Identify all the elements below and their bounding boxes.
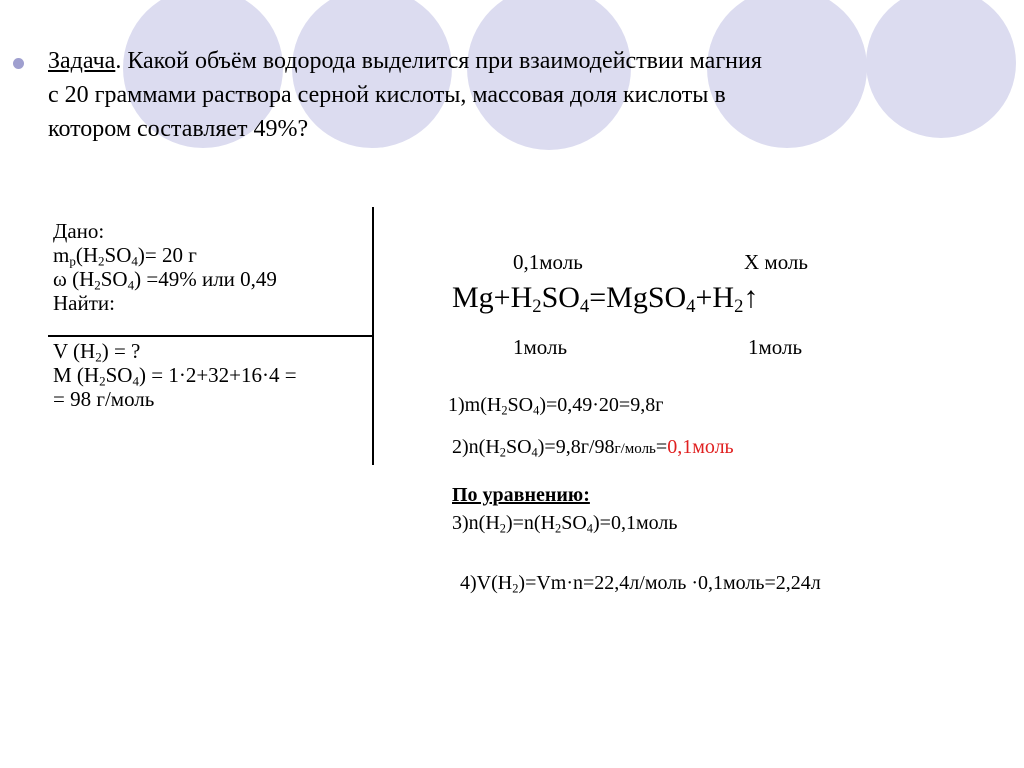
reaction-equation: $Mg+H_2SO_4=MgSO_4+H_2↑$ (452, 281, 759, 318)
given-mass-fraction: ω $(H_2SO_4) =49\%$ или 0,49 (53, 267, 277, 293)
gas-arrow-icon: ↑ (743, 281, 759, 314)
find-volume: V $(H_2)$ = ? (53, 339, 141, 365)
given-title: Дано: (53, 219, 105, 243)
molar-mass-result: = 98 г/моль (53, 387, 155, 411)
problem-label: Задача (48, 48, 116, 74)
given-horizontal-divider (48, 335, 374, 337)
problem-line-1: Задача. Какой объём водорода выделится при взаимодействии магния (48, 48, 762, 74)
step-1: $1)m(H_2SO_4)=0,49\cdot 20=9,8г$ (448, 394, 664, 418)
molar-mass-line: M $(H_2SO_4) = 1\cdot 2+32+16\cdot 4$ = (53, 363, 297, 389)
given-mass: $m_р(H_2SO_4)= 20$ г (53, 243, 197, 269)
step-2-result: 0,1моль (667, 436, 734, 458)
equation-above-h2so4: 0,1моль (513, 250, 583, 274)
by-equation-heading: По уравнению: (452, 484, 590, 506)
step-3: $3)n(H_2)=n(H_2SO_4)=0,1моль$ (452, 512, 678, 536)
problem-statement (48, 44, 762, 146)
equation-above-h2: X моль (744, 250, 808, 274)
find-title: Найти: (53, 291, 115, 315)
decorative-circle-5 (866, 0, 1016, 138)
step-2-unit: г/моль (614, 441, 656, 457)
step-4: $4)V(H_2)=Vm\cdot n=22,4л$/моль ·0,1моль=2,24л (460, 572, 821, 596)
problem-line-3: котором составляет 49%? (48, 116, 309, 142)
bullet-icon (13, 58, 24, 69)
equation-below-h2: 1моль (748, 335, 803, 359)
problem-line-2: с 20 граммами раствора серной кислоты, массовая доля кислоты в (48, 82, 726, 108)
step-2: $2)n(H_2SO_4)=9,8г/98г/моль=0,1моль$ (452, 436, 734, 460)
equation-below-h2so4: 1моль (513, 335, 568, 359)
